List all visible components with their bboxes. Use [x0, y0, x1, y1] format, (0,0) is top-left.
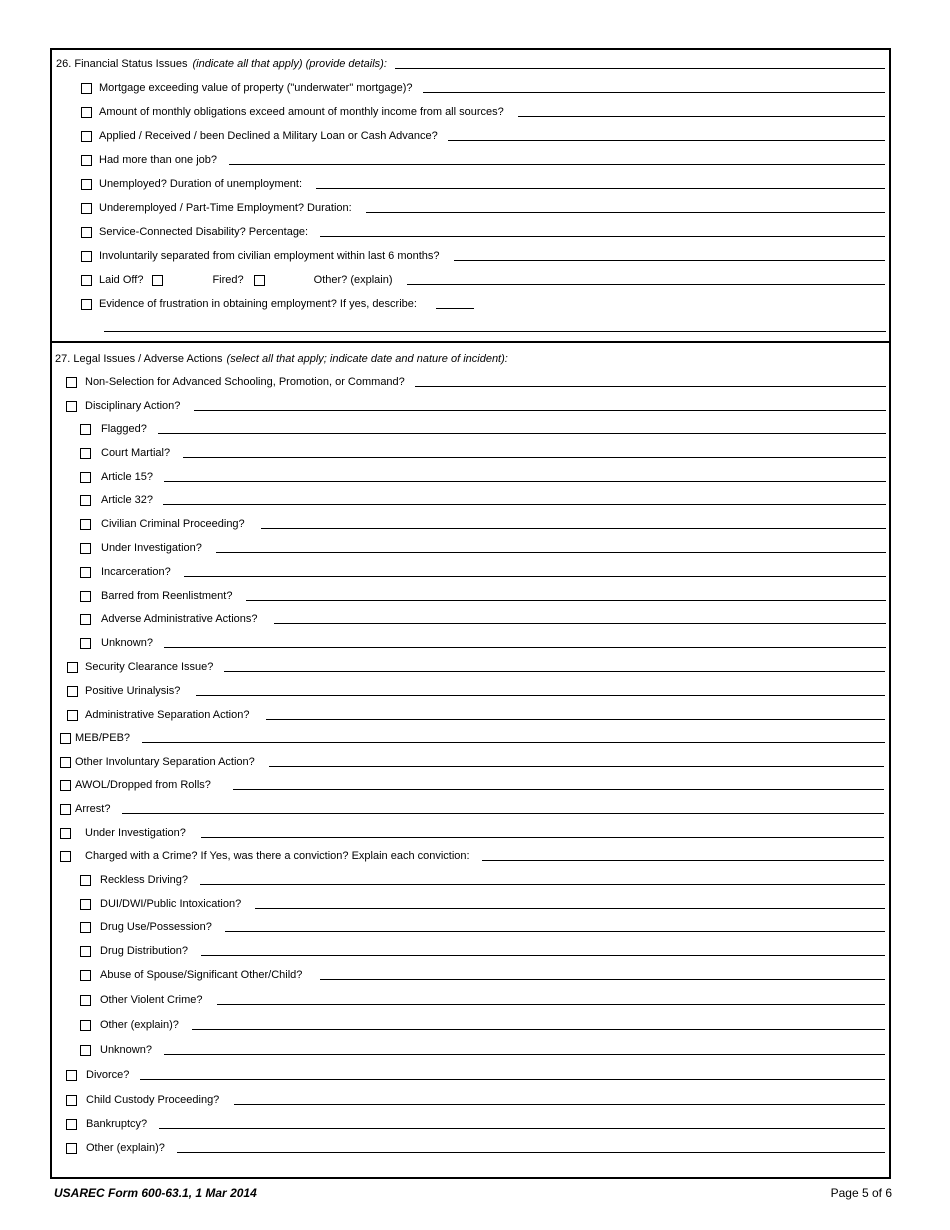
s27-non-selection-checkbox[interactable]: [66, 377, 77, 388]
s27-sub-adverse-admin: [80, 610, 886, 626]
s27-divorce-line[interactable]: [140, 1079, 885, 1080]
s26-laid-off-answer-checkbox[interactable]: [152, 275, 163, 286]
s27-disciplinary-label: Disciplinary Action?: [85, 400, 181, 412]
s27-adverse-admin-label: Adverse Administrative Actions?: [101, 613, 258, 625]
s27-violent-checkbox[interactable]: [80, 995, 91, 1006]
s27-violent-line[interactable]: [217, 1004, 885, 1005]
s27-dui-line[interactable]: [255, 908, 885, 909]
s26-unemployed-label: Unemployed? Duration of unemployment:: [99, 178, 303, 190]
s27-court-martial-checkbox[interactable]: [80, 448, 91, 459]
s27-child-custody-checkbox[interactable]: [66, 1095, 77, 1106]
s27-meb-peb-line[interactable]: [142, 742, 885, 743]
s27-urinalysis-label: Positive Urinalysis?: [85, 685, 181, 697]
s27-drug-distribution-checkbox[interactable]: [80, 946, 91, 957]
s27-sub-civilian-criminal: [80, 515, 886, 531]
s26-loan-checkbox[interactable]: [81, 131, 92, 142]
s27-flagged-line[interactable]: [158, 433, 886, 434]
s27-bankruptcy-label: Bankruptcy?: [86, 1118, 148, 1130]
s27-drug-distribution-line[interactable]: [201, 955, 885, 956]
s27-item-child-custody: [66, 1091, 885, 1107]
s27-sub-under-investigation-label: Under Investigation?: [101, 542, 202, 554]
s27-abuse-label: Abuse of Spouse/Significant Other/Child?: [100, 969, 303, 981]
s27-divorce-label: Divorce?: [86, 1069, 130, 1081]
s27-sub-article32: [80, 491, 886, 507]
s27-crime-other: [80, 1016, 885, 1032]
s26-underemployed-label: Underemployed / Part-Time Employment? Duration:: [99, 202, 352, 214]
section26-note: (indicate all that apply) (provide details):: [192, 58, 387, 70]
s27-civilian-criminal-label: Civilian Criminal Proceeding?: [101, 518, 245, 530]
s26-underemployed-checkbox[interactable]: [81, 203, 92, 214]
s26-mortgage-line[interactable]: [423, 92, 885, 93]
s27-sub-under-investigation-checkbox[interactable]: [80, 543, 91, 554]
form-id: USAREC Form 600-63.1, 1 Mar 2014: [54, 1186, 257, 1200]
s26-item-multiple-jobs: [81, 151, 885, 167]
s27-urinalysis-checkbox[interactable]: [67, 686, 78, 697]
section27-note: (select all that apply; indicate date and nature of incident):: [226, 353, 508, 365]
s27-civilian-criminal-checkbox[interactable]: [80, 519, 91, 530]
s27-incarceration-line[interactable]: [184, 576, 886, 577]
s27-admin-separation-label: Administrative Separation Action?: [85, 709, 250, 721]
s27-item-meb-peb: [60, 729, 885, 745]
s27-crime-abuse: [80, 966, 885, 982]
s27-meb-peb-checkbox[interactable]: [60, 733, 71, 744]
s26-item-unemployed: [81, 175, 885, 191]
s27-disciplinary-checkbox[interactable]: [66, 401, 77, 412]
s27-under-investigation-label: Under Investigation?: [85, 827, 186, 839]
s26-laid-off-checkbox[interactable]: [81, 275, 92, 286]
s27-crime-unknown: [80, 1041, 885, 1057]
s27-item-non-selection: [66, 373, 886, 389]
s26-other-label: Other? (explain): [313, 274, 393, 286]
s26-disability-label: Service-Connected Disability? Percentage:: [99, 226, 309, 238]
s27-drug-use-line[interactable]: [225, 931, 885, 932]
s27-court-martial-label: Court Martial?: [101, 447, 171, 459]
s26-item-laid-off-fired: [81, 271, 885, 287]
s27-incarceration-label: Incarceration?: [101, 566, 171, 578]
s26-fired-label: Fired?: [212, 274, 244, 286]
s27-security-label: Security Clearance Issue?: [85, 661, 214, 673]
s26-loan-line[interactable]: [448, 140, 885, 141]
s26-evidence-label: Evidence of frustration in obtaining employment? If yes, describe:: [99, 298, 417, 310]
s27-other-involuntary-label: Other Involuntary Separation Action?: [75, 756, 255, 768]
s27-disciplinary-unknown-checkbox[interactable]: [80, 638, 91, 649]
s27-crime-unknown-checkbox[interactable]: [80, 1045, 91, 1056]
s27-drug-use-label: Drug Use/Possession?: [100, 921, 212, 933]
s26-item-obligations: [81, 103, 885, 119]
s27-item-divorce: [66, 1066, 885, 1082]
s27-other-involuntary-checkbox[interactable]: [60, 757, 71, 768]
s27-reckless-label: Reckless Driving?: [100, 874, 189, 886]
s26-obligations-line[interactable]: [518, 116, 885, 117]
s27-other-line[interactable]: [177, 1152, 885, 1153]
page-number: Page 5 of 6: [830, 1186, 892, 1200]
s27-barred-line[interactable]: [246, 600, 886, 601]
s27-crime-other-label: Other (explain)?: [100, 1019, 179, 1031]
s26-evidence-short-line[interactable]: [436, 308, 474, 309]
s27-awol-label: AWOL/Dropped from Rolls?: [75, 779, 211, 791]
s27-item-under-investigation: [60, 824, 884, 840]
s27-sub-court-martial: [80, 444, 886, 460]
s27-admin-separation-line[interactable]: [266, 719, 885, 720]
s27-item-disciplinary: [66, 397, 886, 413]
s26-multiple-jobs-label: Had more than one job?: [99, 154, 218, 166]
s27-other-involuntary-line[interactable]: [269, 766, 884, 767]
s27-disciplinary-unknown-line[interactable]: [164, 647, 886, 648]
s26-multiple-jobs-line[interactable]: [229, 164, 885, 165]
s27-crime-unknown-label: Unknown?: [100, 1044, 152, 1056]
s27-article32-checkbox[interactable]: [80, 495, 91, 506]
s26-obligations-checkbox[interactable]: [81, 107, 92, 118]
s27-other-label: Other (explain)?: [86, 1142, 165, 1154]
s27-crime-drug-use: [80, 918, 885, 934]
s27-article15-label: Article 15?: [101, 471, 153, 483]
s27-drug-distribution-label: Drug Distribution?: [100, 945, 189, 957]
s26-multiple-jobs-checkbox[interactable]: [81, 155, 92, 166]
s27-sub-article15: [80, 468, 886, 484]
s27-bankruptcy-line[interactable]: [159, 1128, 885, 1129]
s27-article15-checkbox[interactable]: [80, 472, 91, 483]
s27-item-urinalysis: [67, 682, 885, 698]
s27-abuse-line[interactable]: [320, 979, 885, 980]
s27-dui-label: DUI/DWI/Public Intoxication?: [100, 898, 242, 910]
s27-drug-use-checkbox[interactable]: [80, 922, 91, 933]
s27-adverse-admin-line[interactable]: [274, 623, 886, 624]
s27-child-custody-line[interactable]: [234, 1104, 885, 1105]
s27-awol-checkbox[interactable]: [60, 780, 71, 791]
s26-separated-checkbox[interactable]: [81, 251, 92, 262]
s27-admin-separation-checkbox[interactable]: [67, 710, 78, 721]
s27-security-line[interactable]: [224, 671, 885, 672]
s26-laid-off-label: Laid Off?: [99, 274, 144, 286]
s27-adverse-admin-checkbox[interactable]: [80, 614, 91, 625]
s26-other-line[interactable]: [407, 284, 885, 285]
section-divider: [50, 341, 891, 343]
s27-disciplinary-line[interactable]: [194, 410, 886, 411]
s27-item-other-involuntary: [60, 753, 884, 769]
s27-crime-other-checkbox[interactable]: [80, 1020, 91, 1031]
s26-disability-checkbox[interactable]: [81, 227, 92, 238]
s27-item-admin-separation: [67, 706, 885, 722]
s27-crime-reckless: [80, 871, 885, 887]
s27-under-investigation-checkbox[interactable]: [60, 828, 71, 839]
s27-arrest-line[interactable]: [122, 813, 884, 814]
s27-item-awol: [60, 776, 884, 792]
s27-item-other: [66, 1139, 885, 1155]
s27-article32-line[interactable]: [163, 504, 886, 505]
s27-sub-flagged: [80, 420, 886, 436]
s27-article32-label: Article 32?: [101, 494, 153, 506]
s26-item-disability: [81, 223, 885, 239]
s27-item-arrest: [60, 800, 884, 816]
s26-mortgage-label: Mortgage exceeding value of property ("underwater" mortgage)?: [99, 82, 413, 94]
s27-sub-unknown: [80, 634, 886, 650]
s27-arrest-checkbox[interactable]: [60, 804, 71, 815]
s27-child-custody-label: Child Custody Proceeding?: [86, 1094, 220, 1106]
s26-evidence-checkbox[interactable]: [81, 299, 92, 310]
s27-meb-peb-label: MEB/PEB?: [75, 732, 131, 744]
s27-violent-label: Other Violent Crime?: [100, 994, 203, 1006]
section27-title: 27. Legal Issues / Adverse Actions: [55, 353, 223, 365]
section27-header: [55, 350, 885, 366]
s27-flagged-label: Flagged?: [101, 423, 147, 435]
s27-reckless-line[interactable]: [200, 884, 885, 885]
s27-civilian-criminal-line[interactable]: [261, 528, 886, 529]
s27-dui-checkbox[interactable]: [80, 899, 91, 910]
s27-charged-label: Charged with a Crime? If Yes, was there a conviction? Explain each conviction:: [85, 850, 470, 862]
s27-barred-label: Barred from Reenlistment?: [101, 590, 233, 602]
s26-underemployed-line[interactable]: [366, 212, 885, 213]
section26-header: [56, 55, 885, 71]
s27-sub-under-investigation-line[interactable]: [216, 552, 886, 553]
s27-non-selection-line[interactable]: [415, 386, 886, 387]
s26-disability-line[interactable]: [320, 236, 885, 237]
s26-item-mortgage: [81, 79, 885, 95]
s26-evidence-describe-row: [104, 318, 886, 334]
s26-separated-label: Involuntarily separated from civilian employment within last 6 months?: [99, 250, 440, 262]
section26-title: 26. Financial Status Issues: [56, 58, 188, 70]
s27-incarceration-checkbox[interactable]: [80, 567, 91, 578]
s26-item-loan: [81, 127, 885, 143]
s27-non-selection-label: Non-Selection for Advanced Schooling, Promotion, or Command?: [85, 376, 405, 388]
s27-security-checkbox[interactable]: [67, 662, 78, 673]
s26-obligations-label: Amount of monthly obligations exceed amount of monthly income from all sources?: [99, 106, 504, 118]
s27-crime-unknown-line[interactable]: [164, 1054, 885, 1055]
s27-charged-checkbox[interactable]: [60, 851, 71, 862]
s27-crime-other-line[interactable]: [192, 1029, 885, 1030]
s27-flagged-checkbox[interactable]: [80, 424, 91, 435]
s27-awol-line[interactable]: [233, 789, 884, 790]
s27-item-charged: [60, 847, 884, 863]
s27-crime-dui: [80, 895, 885, 911]
s26-item-evidence: [81, 295, 885, 311]
s26-separated-line[interactable]: [454, 260, 885, 261]
s27-sub-under-investigation: [80, 539, 886, 555]
s27-divorce-checkbox[interactable]: [66, 1070, 77, 1081]
s27-urinalysis-line[interactable]: [196, 695, 885, 696]
s27-court-martial-line[interactable]: [183, 457, 886, 458]
s26-unemployed-line[interactable]: [316, 188, 885, 189]
s27-crime-drug-distribution: [80, 942, 885, 958]
s27-crime-violent: [80, 991, 885, 1007]
s26-loan-label: Applied / Received / been Declined a Military Loan or Cash Advance?: [99, 130, 438, 142]
section26-details-line[interactable]: [395, 68, 885, 69]
s27-reckless-checkbox[interactable]: [80, 875, 91, 886]
s27-bankruptcy-checkbox[interactable]: [66, 1119, 77, 1130]
s26-evidence-describe-line[interactable]: [104, 331, 886, 332]
s27-barred-checkbox[interactable]: [80, 591, 91, 602]
s26-item-separated: [81, 247, 885, 263]
s27-article15-line[interactable]: [164, 481, 886, 482]
s26-mortgage-checkbox[interactable]: [81, 83, 92, 94]
s27-under-investigation-line[interactable]: [201, 837, 884, 838]
s27-other-checkbox[interactable]: [66, 1143, 77, 1154]
s26-item-underemployed: [81, 199, 885, 215]
s27-item-bankruptcy: [66, 1115, 885, 1131]
s26-fired-checkbox[interactable]: [254, 275, 265, 286]
s27-arrest-label: Arrest?: [75, 803, 111, 815]
s27-charged-line[interactable]: [482, 860, 884, 861]
s27-sub-incarceration: [80, 563, 886, 579]
s27-sub-barred: [80, 587, 886, 603]
s26-unemployed-checkbox[interactable]: [81, 179, 92, 190]
s27-disciplinary-unknown-label: Unknown?: [101, 637, 153, 649]
s27-abuse-checkbox[interactable]: [80, 970, 91, 981]
s27-item-security: [67, 658, 885, 674]
